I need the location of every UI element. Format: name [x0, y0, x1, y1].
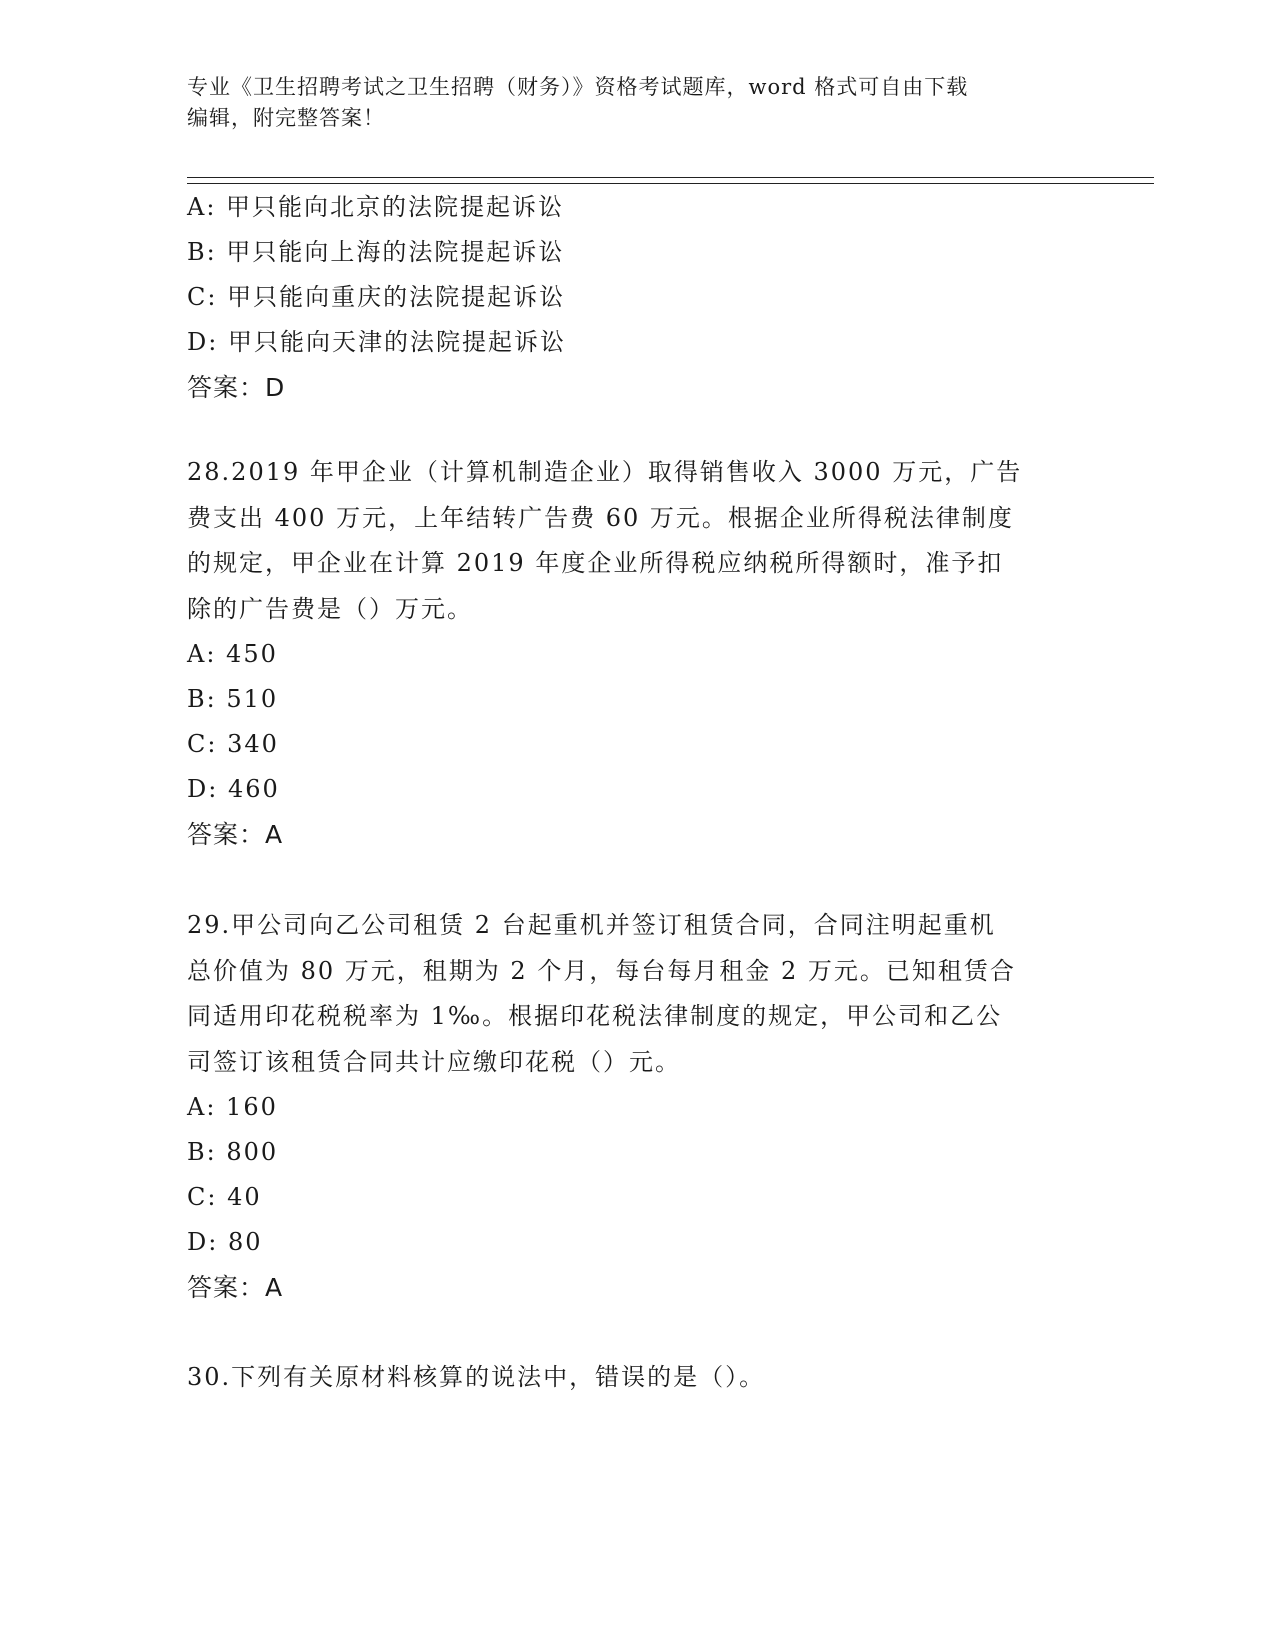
document-header — [187, 72, 1087, 134]
header-divider-top — [187, 177, 1154, 178]
question-text — [187, 903, 1087, 1085]
question-text — [187, 450, 1087, 632]
question-text — [187, 1355, 1087, 1401]
answer-line: 答案：A — [187, 820, 284, 849]
question-line: 费支出 400 万元，上年结转广告费 60 万元。根据企业所得税法律制度 — [187, 503, 1014, 532]
option-d: D: 460 — [187, 775, 280, 803]
option-a: A: 450 — [187, 640, 278, 668]
question-line: 的规定，甲企业在计算 2019 年度企业所得税应纳税所得额时，准予扣 — [187, 549, 1004, 577]
option-a: A: 160 — [187, 1093, 278, 1121]
header-line-2: 编辑，附完整答案！ — [187, 106, 385, 130]
option-d: D: 80 — [187, 1228, 263, 1256]
header-line-1: 专业《卫生招聘考试之卫生招聘（财务）》资格考试题库，word 格式可自由下载 — [187, 75, 969, 99]
option-c: C: 40 — [187, 1183, 262, 1211]
option-c: C: 甲只能向重庆的法院提起诉讼 — [187, 283, 566, 311]
question-line: 除的广告费是（）万元。 — [187, 594, 473, 623]
prev-question — [187, 185, 1087, 410]
answer-line: 答案：A — [187, 1273, 284, 1302]
option-c: C: 340 — [187, 730, 279, 758]
question-30 — [187, 1355, 1087, 1401]
question-line: 29.甲公司向乙公司租赁 2 台起重机并签订租赁合同，合同注明起重机 — [187, 911, 996, 939]
option-d: D: 甲只能向天津的法院提起诉讼 — [187, 328, 566, 356]
question-line: 总价值为 80 万元，租期为 2 个月，每台每月租金 2 万元。已知租赁合 — [187, 956, 1016, 985]
answer-line: 答案：D — [187, 373, 286, 402]
question-28 — [187, 450, 1087, 857]
option-b: B: 甲只能向上海的法院提起诉讼 — [187, 238, 565, 266]
question-line: 司签订该租赁合同共计应缴印花税（）元。 — [187, 1047, 681, 1076]
option-b: B: 510 — [187, 685, 279, 713]
question-line: 30.下列有关原材料核算的说法中，错误的是（）。 — [187, 1363, 766, 1391]
header-divider-bottom — [187, 183, 1154, 184]
option-a: A: 甲只能向北京的法院提起诉讼 — [187, 193, 565, 221]
question-line: 28.2019 年甲企业（计算机制造企业）取得销售收入 3000 万元，广告 — [187, 458, 1023, 486]
question-29 — [187, 903, 1087, 1310]
question-line: 同适用印花税税率为 1‰。根据印花税法律制度的规定，甲公司和乙公 — [187, 1002, 1003, 1030]
option-b: B: 800 — [187, 1138, 279, 1166]
